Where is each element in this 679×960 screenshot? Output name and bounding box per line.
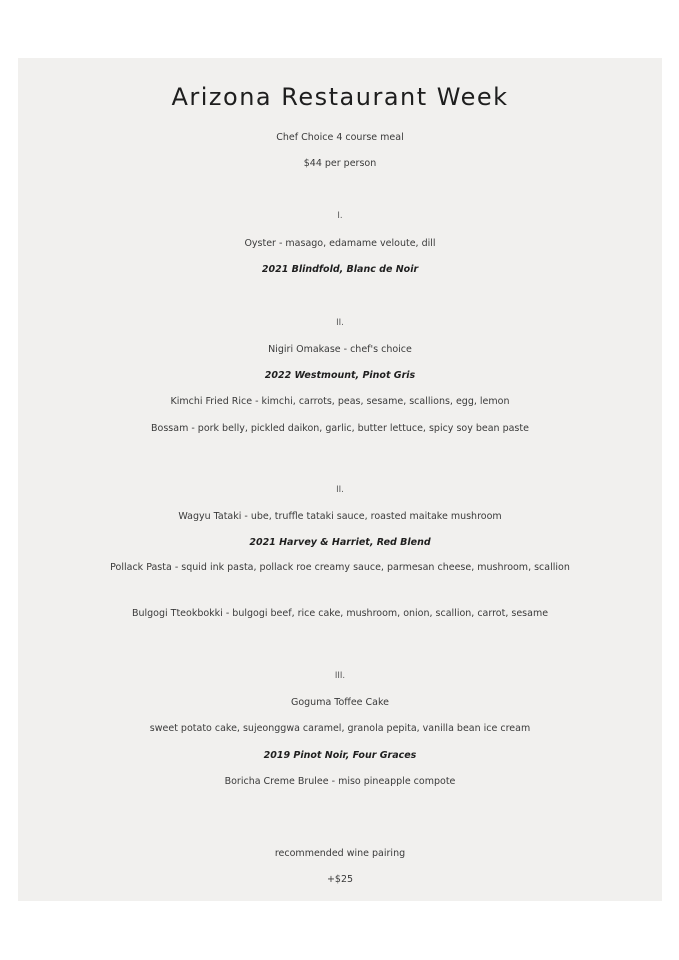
wine-pairing: 2022 Westmount, Pinot Gris [264,370,416,381]
dish-item: sweet potato cake, sujeonggwa caramel, granola pepita, vanilla bean ice cream [149,723,531,734]
course-numeral: I. [337,211,343,221]
wine-pairing: 2021 Blindfold, Blanc de Noir [261,264,419,275]
dish-item: Goguma Toffee Cake [290,697,390,708]
dish-item: Wagyu Tataki - ube, truffle tataki sauce, roasted maitake mushroom [178,511,502,522]
page-title: Arizona Restaurant Week [171,83,509,111]
course-numeral: II. [336,318,344,328]
course-numeral: II. [336,485,344,495]
menu-sheet [18,58,662,901]
course-numeral: III. [334,671,346,681]
pairing-label: recommended wine pairing [274,848,406,859]
meal-price: $44 per person [303,158,377,169]
dish-item: Bulgogi Tteokbokki - bulgogi beef, rice cake, mushroom, onion, scallion, carrot, sesame [131,608,549,619]
pairing-price: +$25 [326,874,354,885]
dish-item: Oyster - masago, edamame veloute, dill [244,238,436,249]
wine-pairing: 2019 Pinot Noir, Four Graces [263,750,417,761]
wine-pairing: 2021 Harvey & Harriet, Red Blend [249,537,431,548]
dish-item: Pollack Pasta - squid ink pasta, pollack roe creamy sauce, parmesan cheese, mushroom, scallion [110,562,570,573]
dish-item: Kimchi Fried Rice - kimchi, carrots, peas, sesame, scallions, egg, lemon [170,396,510,407]
dish-item: Nigiri Omakase - chef's choice [268,344,412,355]
meal-description: Chef Choice 4 course meal [276,132,404,143]
dish-item: Bossam - pork belly, pickled daikon, garlic, butter lettuce, spicy soy bean paste [151,423,529,434]
dish-item: Boricha Creme Brulee - miso pineapple compote [224,776,456,787]
